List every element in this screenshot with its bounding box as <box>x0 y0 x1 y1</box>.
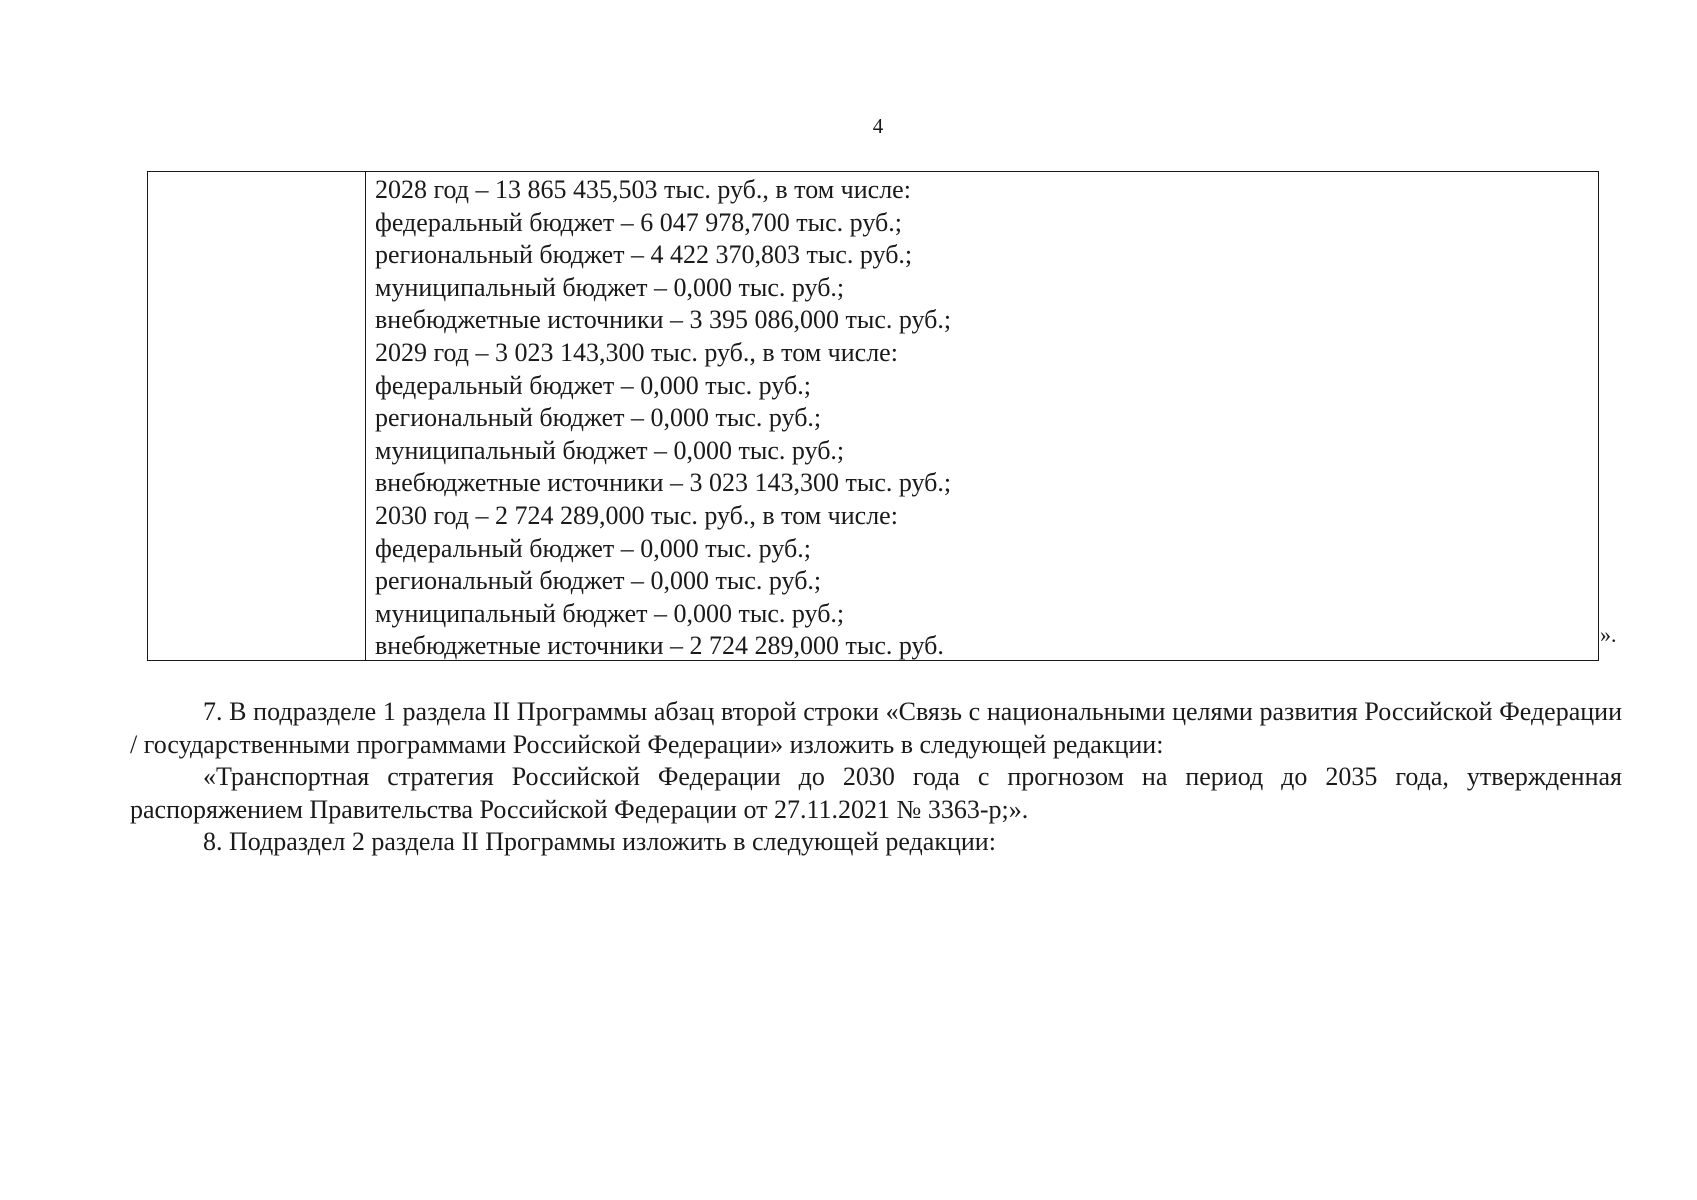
funding-line-2030-regional: региональный бюджет – 0,000 тыс. руб.; <box>375 566 822 596</box>
funding-line-2028-total: 2028 год – 13 865 435,503 тыс. руб., в том числе: <box>375 175 911 204</box>
table-right-cell <box>366 172 1598 660</box>
funding-line-2029-regional: региональный бюджет – 0,000 тыс. руб.; <box>375 403 822 433</box>
funding-line-2028-extrabudgetary: внебюджетные источники – 3 395 086,000 тыс. руб.; <box>375 305 952 335</box>
funding-line-2029-extrabudgetary: внебюджетные источники – 3 023 143,300 тыс. руб.; <box>375 468 952 498</box>
funding-line-2029-federal: федеральный бюджет – 0,000 тыс. руб.; <box>375 370 811 400</box>
paragraph-quote-strategy: «Транспортная стратегия Российской Федерации до 2030 года с прогнозом на период до 2035 года, утвержденная распоряжением Правительства Российской Федерации от 27.11.2021 № 3363-р;». <box>130 762 1622 824</box>
funding-line-2030-municipal: муниципальный бюджет – 0,000 тыс. руб.; <box>375 598 845 628</box>
paragraph-item-7: 7. В подразделе 1 раздела II Программы абзац второй строки «Связь с национальными целями развития Российской Федерации / государственными программами Российской Федерации» изложить в следующей редакции: <box>130 697 1622 759</box>
paragraph-item-8: 8. Подраздел 2 раздела II Программы изложить в следующей редакции: <box>203 827 996 856</box>
funding-line-2030-extrabudgetary: внебюджетные источники – 2 724 289,000 тыс. руб. <box>375 631 944 661</box>
funding-table <box>147 171 1599 661</box>
table-closing-quote: ». <box>1600 622 1617 647</box>
funding-line-2029-municipal: муниципальный бюджет – 0,000 тыс. руб.; <box>375 435 845 465</box>
document-body <box>130 696 1622 859</box>
funding-line-2029-total: 2029 год – 3 023 143,300 тыс. руб., в том числе: <box>375 337 898 367</box>
funding-line-2028-regional: региональный бюджет – 4 422 370,803 тыс. руб.; <box>375 240 913 270</box>
funding-line-2030-federal: федеральный бюджет – 0,000 тыс. руб.; <box>375 533 811 563</box>
funding-line-2028-federal: федеральный бюджет – 6 047 978,700 тыс. руб.; <box>375 207 902 237</box>
page-number: 4 <box>872 114 884 138</box>
funding-line-2030-total: 2030 год – 2 724 289,000 тыс. руб., в том числе: <box>375 500 898 530</box>
funding-line-2028-municipal: муниципальный бюджет – 0,000 тыс. руб.; <box>375 272 845 302</box>
table-left-cell <box>148 172 366 660</box>
